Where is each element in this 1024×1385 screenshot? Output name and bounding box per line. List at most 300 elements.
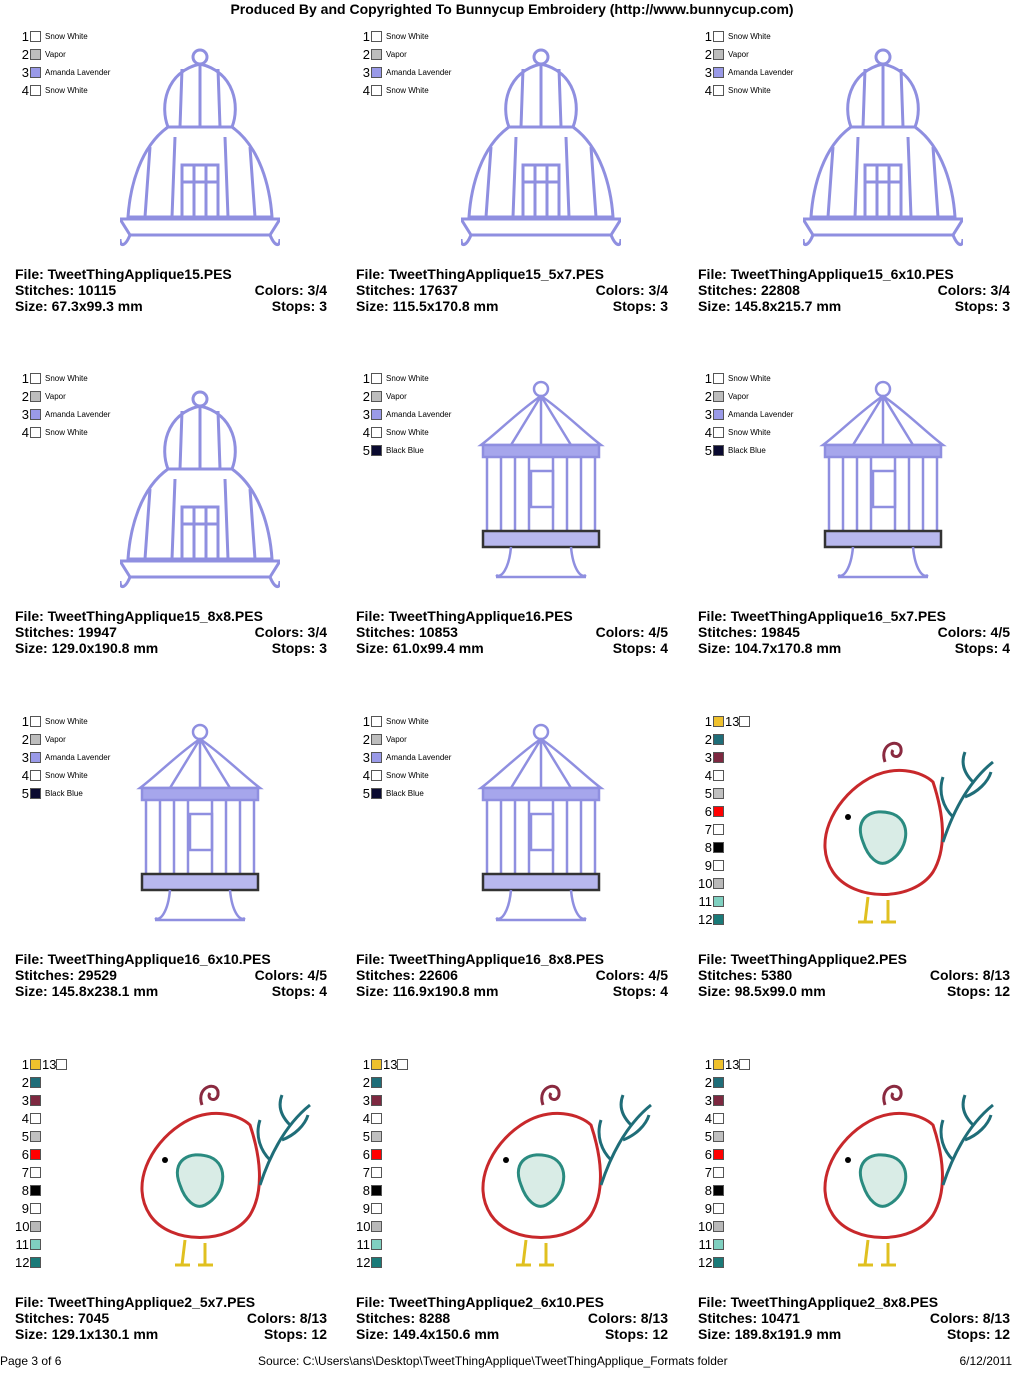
color-swatch-row xyxy=(15,730,110,748)
color-swatch-list xyxy=(356,27,451,99)
color-swatch xyxy=(371,788,382,799)
color-swatch-row xyxy=(356,1199,408,1217)
color-swatch-row xyxy=(698,1055,750,1073)
swatch-number: 3 xyxy=(21,1092,29,1108)
color-swatch-row xyxy=(15,784,110,802)
design-size-value: 149.4x150.6 mm xyxy=(392,1326,500,1342)
stitch-count-value: 10853 xyxy=(419,624,458,640)
design-card xyxy=(698,712,1018,1042)
color-swatch xyxy=(30,1257,41,1268)
color-count-value: 3/4 xyxy=(307,624,327,640)
color-swatch-row xyxy=(698,892,750,910)
color-swatch-row xyxy=(356,1163,408,1181)
stitch-count-value: 29529 xyxy=(78,967,117,983)
color-count xyxy=(255,967,327,983)
swatch-color-name: Snow White xyxy=(45,31,88,41)
color-swatch-row xyxy=(698,856,750,874)
stop-count-label: Stops: xyxy=(946,983,991,999)
color-swatch-row xyxy=(698,784,750,802)
stitch-count xyxy=(356,967,458,983)
color-swatch xyxy=(371,1149,382,1160)
color-swatch-row xyxy=(356,712,451,730)
file-name-label: File: xyxy=(356,608,385,624)
swatch-number: 5 xyxy=(704,1128,712,1144)
color-swatch xyxy=(30,85,41,96)
color-swatch-row xyxy=(698,441,793,459)
file-name xyxy=(356,951,604,967)
design-preview xyxy=(813,379,953,594)
swatch-number: 11 xyxy=(698,1236,712,1252)
color-swatch-row xyxy=(15,1127,67,1145)
design-card xyxy=(15,712,335,1042)
design-card xyxy=(15,27,335,357)
stitch-count-value: 7045 xyxy=(78,1310,110,1326)
color-swatch-row xyxy=(698,1145,750,1163)
design-size-label: Size: xyxy=(698,983,731,999)
color-swatch xyxy=(30,49,41,60)
color-count xyxy=(930,1310,1010,1326)
swatch-number: 2 xyxy=(704,46,712,62)
swatch-number: 9 xyxy=(704,1200,712,1216)
file-name-value: TweetThingApplique15_6x10.PES xyxy=(730,266,954,282)
color-swatch-row xyxy=(356,1217,408,1235)
stop-count xyxy=(947,1326,1010,1342)
color-swatch xyxy=(713,1095,724,1106)
color-swatch-row xyxy=(356,369,451,387)
file-name-value: TweetThingApplique16_8x8.PES xyxy=(388,951,604,967)
color-count-value: 4/5 xyxy=(990,624,1010,640)
stop-count-label: Stops: xyxy=(271,298,316,314)
color-swatch-row xyxy=(698,1073,750,1091)
design-size-label: Size: xyxy=(15,983,48,999)
color-swatch xyxy=(739,716,750,727)
color-swatch-row xyxy=(15,369,110,387)
color-swatch-row xyxy=(698,423,793,441)
design-preview xyxy=(471,722,611,937)
color-count-label: Colors: xyxy=(595,967,645,983)
color-swatch xyxy=(371,770,382,781)
swatch-number: 12 xyxy=(356,1254,371,1270)
color-swatch-row xyxy=(698,766,750,784)
design-card xyxy=(15,1055,335,1385)
color-swatch xyxy=(371,409,382,420)
color-swatch-row xyxy=(698,748,750,766)
color-swatch xyxy=(30,734,41,745)
page-header: Produced By and Copyrighted To Bunnycup Embroidery (http://www.bunnycup.com) xyxy=(230,1,794,17)
design-card xyxy=(356,712,676,1042)
swatch-number: 6 xyxy=(704,803,712,819)
page-number: Page 3 of 6 xyxy=(0,1354,62,1368)
color-swatch xyxy=(371,445,382,456)
file-name xyxy=(15,951,271,967)
swatch-color-name: Snow White xyxy=(728,31,771,41)
file-name-value: TweetThingApplique15_5x7.PES xyxy=(388,266,604,282)
color-swatch-row xyxy=(698,1091,750,1109)
color-count-label: Colors: xyxy=(246,1310,296,1326)
color-swatch xyxy=(371,1131,382,1142)
color-swatch xyxy=(713,445,724,456)
stitch-count xyxy=(698,624,800,640)
file-name xyxy=(15,1294,255,1310)
color-swatch xyxy=(30,1239,41,1250)
color-swatch xyxy=(30,1149,41,1160)
swatch-color-name: Snow White xyxy=(386,716,429,726)
design-size-label: Size: xyxy=(698,640,731,656)
color-swatch-row xyxy=(356,81,451,99)
color-swatch-row xyxy=(698,910,750,928)
color-swatch-row xyxy=(356,1127,408,1145)
stitch-count-value: 19845 xyxy=(761,624,800,640)
print-date: 6/12/2011 xyxy=(959,1354,1012,1368)
swatch-number: 11 xyxy=(356,1236,370,1252)
color-swatch xyxy=(371,1185,382,1196)
file-name-value: TweetThingApplique16_5x7.PES xyxy=(730,608,946,624)
design-size xyxy=(15,983,158,999)
color-swatch xyxy=(371,1221,382,1232)
swatch-number: 9 xyxy=(21,1200,29,1216)
color-swatch-row xyxy=(698,1217,750,1235)
stop-count-value: 4 xyxy=(660,983,668,999)
stop-count-value: 4 xyxy=(319,983,327,999)
design-info xyxy=(15,1294,327,1342)
swatch-number: 8 xyxy=(21,1182,29,1198)
swatch-color-name: Snow White xyxy=(386,427,429,437)
swatch-number: 1 xyxy=(21,1056,29,1072)
design-card xyxy=(698,369,1018,699)
swatch-number: 4 xyxy=(362,767,370,783)
swatch-number: 3 xyxy=(362,406,370,422)
design-info xyxy=(356,1294,668,1342)
color-swatch xyxy=(713,1077,724,1088)
color-count xyxy=(588,1310,668,1326)
color-swatch xyxy=(371,1239,382,1250)
stop-count xyxy=(272,640,327,656)
color-swatch xyxy=(713,770,724,781)
file-name xyxy=(15,608,263,624)
design-size xyxy=(698,298,841,314)
color-swatch xyxy=(713,1239,724,1250)
design-size-value: 145.8x215.7 mm xyxy=(734,298,842,314)
stop-count-value: 3 xyxy=(660,298,668,314)
swatch-color-name: Snow White xyxy=(45,373,88,383)
color-count xyxy=(255,282,327,298)
swatch-extra-number: 13 xyxy=(383,1056,398,1072)
swatch-number: 2 xyxy=(362,46,370,62)
color-count-value: 3/4 xyxy=(648,282,668,298)
stop-count-value: 3 xyxy=(319,298,327,314)
design-info xyxy=(15,951,327,999)
stop-count xyxy=(955,298,1010,314)
stop-count-value: 4 xyxy=(660,640,668,656)
design-size-label: Size: xyxy=(15,298,48,314)
color-swatch xyxy=(30,391,41,402)
color-count-label: Colors: xyxy=(929,967,979,983)
color-swatch-row xyxy=(698,1163,750,1181)
stop-count xyxy=(272,983,327,999)
color-swatch xyxy=(30,1059,41,1070)
color-swatch xyxy=(371,734,382,745)
color-swatch-row xyxy=(356,1109,408,1127)
color-count-label: Colors: xyxy=(254,282,304,298)
design-size-value: 104.7x170.8 mm xyxy=(734,640,842,656)
swatch-number: 4 xyxy=(21,424,29,440)
color-swatch xyxy=(371,373,382,384)
swatch-number: 2 xyxy=(21,1074,29,1090)
color-swatch-row xyxy=(698,712,750,730)
swatch-number: 12 xyxy=(698,1254,713,1270)
swatch-extra-number: 13 xyxy=(725,713,740,729)
swatch-number: 5 xyxy=(21,785,29,801)
color-swatch-list xyxy=(698,1055,750,1271)
file-name xyxy=(698,951,907,967)
color-swatch xyxy=(30,1131,41,1142)
color-swatch-row xyxy=(15,423,110,441)
color-swatch-row xyxy=(15,1253,67,1271)
color-swatch xyxy=(739,1059,750,1070)
swatch-number: 3 xyxy=(704,64,712,80)
design-info xyxy=(15,266,327,314)
color-swatch-row xyxy=(698,369,793,387)
color-count-value: 4/5 xyxy=(648,624,668,640)
color-swatch xyxy=(30,1221,41,1232)
color-swatch-row xyxy=(356,784,451,802)
swatch-number: 3 xyxy=(704,1092,712,1108)
swatch-number: 4 xyxy=(362,424,370,440)
color-count xyxy=(596,624,668,640)
color-swatch-row xyxy=(15,63,110,81)
color-swatch-row xyxy=(698,27,793,45)
swatch-number: 1 xyxy=(21,28,29,44)
swatch-number: 5 xyxy=(704,785,712,801)
design-size xyxy=(15,1326,158,1342)
color-swatch-list xyxy=(698,712,750,928)
color-swatch-row xyxy=(15,1163,67,1181)
swatch-number: 1 xyxy=(704,28,712,44)
color-swatch xyxy=(713,409,724,420)
swatch-number: 2 xyxy=(704,388,712,404)
design-size-value: 116.9x190.8 mm xyxy=(392,983,499,999)
swatch-number: 7 xyxy=(21,1164,29,1180)
color-swatch xyxy=(713,788,724,799)
stop-count-value: 4 xyxy=(1002,640,1010,656)
file-name-value: TweetThingApplique2_8x8.PES xyxy=(730,1294,939,1310)
swatch-color-name: Vapor xyxy=(45,49,66,59)
stop-count-label: Stops: xyxy=(612,640,657,656)
color-swatch xyxy=(30,716,41,727)
design-size-value: 67.3x99.3 mm xyxy=(51,298,143,314)
design-card xyxy=(698,27,1018,357)
swatch-color-name: Black Blue xyxy=(386,445,424,455)
swatch-number: 11 xyxy=(15,1236,29,1252)
design-preview xyxy=(803,47,963,252)
stop-count xyxy=(264,1326,327,1342)
color-swatch-row xyxy=(698,730,750,748)
swatch-color-name: Snow White xyxy=(728,373,771,383)
color-swatch xyxy=(30,1185,41,1196)
swatch-number: 3 xyxy=(704,406,712,422)
color-swatch-row xyxy=(15,45,110,63)
swatch-number: 3 xyxy=(704,749,712,765)
stitch-count-value: 22808 xyxy=(761,282,800,298)
swatch-number: 4 xyxy=(704,767,712,783)
color-count-label: Colors: xyxy=(929,1310,979,1326)
color-count xyxy=(596,282,668,298)
stop-count-label: Stops: xyxy=(954,640,999,656)
color-swatch-list xyxy=(698,27,793,99)
design-info xyxy=(356,608,668,656)
stop-count-value: 12 xyxy=(311,1326,327,1342)
swatch-color-name: Vapor xyxy=(45,734,66,744)
design-info xyxy=(15,608,327,656)
color-swatch-row xyxy=(356,730,451,748)
color-swatch-row xyxy=(698,1181,750,1199)
color-swatch-row xyxy=(15,387,110,405)
color-swatch xyxy=(371,85,382,96)
file-name-label: File: xyxy=(698,951,727,967)
color-swatch-row xyxy=(356,1073,408,1091)
swatch-color-name: Black Blue xyxy=(45,788,83,798)
swatch-color-name: Amanda Lavender xyxy=(45,752,111,762)
design-preview xyxy=(461,47,621,252)
stitch-count xyxy=(15,282,116,298)
file-name-label: File: xyxy=(698,266,727,282)
color-swatch xyxy=(713,1149,724,1160)
swatch-extra-number: 13 xyxy=(42,1056,57,1072)
file-name-value: TweetThingApplique2_5x7.PES xyxy=(47,1294,256,1310)
design-size-value: 115.5x170.8 mm xyxy=(392,298,499,314)
stitch-count-value: 8288 xyxy=(419,1310,451,1326)
design-preview xyxy=(471,379,611,594)
design-size-label: Size: xyxy=(356,983,389,999)
file-name-value: TweetThingApplique2.PES xyxy=(730,951,907,967)
color-swatch xyxy=(713,1203,724,1214)
color-swatch xyxy=(713,1257,724,1268)
color-swatch-list xyxy=(15,369,110,441)
color-swatch-list xyxy=(356,712,451,802)
color-swatch-row xyxy=(15,1235,67,1253)
color-swatch-row xyxy=(698,1199,750,1217)
color-swatch xyxy=(713,373,724,384)
color-count xyxy=(938,282,1010,298)
swatch-number: 6 xyxy=(704,1146,712,1162)
swatch-number: 3 xyxy=(21,64,29,80)
swatch-color-name: Snow White xyxy=(728,427,771,437)
color-swatch xyxy=(713,842,724,853)
swatch-number: 2 xyxy=(21,388,29,404)
swatch-number: 3 xyxy=(21,749,29,765)
color-swatch xyxy=(30,1113,41,1124)
swatch-color-name: Amanda Lavender xyxy=(386,67,452,77)
file-name-label: File: xyxy=(356,266,385,282)
color-count-value: 3/4 xyxy=(307,282,327,298)
swatch-number: 11 xyxy=(698,893,712,909)
design-size xyxy=(15,640,158,656)
swatch-number: 3 xyxy=(362,64,370,80)
file-name xyxy=(698,266,954,282)
design-preview xyxy=(120,389,280,594)
color-swatch xyxy=(30,788,41,799)
swatch-number: 2 xyxy=(362,1074,370,1090)
file-name-value: TweetThingApplique15_8x8.PES xyxy=(47,608,263,624)
stop-count xyxy=(947,983,1010,999)
design-preview xyxy=(793,722,1003,937)
color-swatch xyxy=(371,1059,382,1070)
color-count-value: 3/4 xyxy=(990,282,1010,298)
file-name xyxy=(698,1294,938,1310)
color-swatch xyxy=(713,716,724,727)
color-swatch-row xyxy=(15,27,110,45)
swatch-color-name: Snow White xyxy=(386,31,429,41)
color-count-value: 8/13 xyxy=(299,1310,327,1326)
color-swatch-row xyxy=(15,405,110,423)
stop-count-label: Stops: xyxy=(612,298,657,314)
design-card xyxy=(356,369,676,699)
stop-count-label: Stops: xyxy=(263,1326,308,1342)
swatch-color-name: Vapor xyxy=(45,391,66,401)
file-name-label: File: xyxy=(356,951,385,967)
color-count xyxy=(596,967,668,983)
color-swatch xyxy=(371,31,382,42)
color-swatch-row xyxy=(356,387,451,405)
color-swatch xyxy=(713,860,724,871)
color-count xyxy=(938,624,1010,640)
design-size-label: Size: xyxy=(15,1326,48,1342)
color-swatch xyxy=(371,1113,382,1124)
color-swatch-row xyxy=(15,766,110,784)
design-size-value: 129.0x190.8 mm xyxy=(51,640,159,656)
color-count-label: Colors: xyxy=(937,624,987,640)
color-swatch xyxy=(371,1203,382,1214)
color-swatch-list xyxy=(356,1055,408,1271)
swatch-number: 2 xyxy=(21,731,29,747)
file-name-label: File: xyxy=(698,608,727,624)
design-card xyxy=(698,1055,1018,1385)
swatch-number: 4 xyxy=(21,82,29,98)
swatch-number: 5 xyxy=(362,785,370,801)
color-swatch-row xyxy=(356,748,451,766)
design-size-label: Size: xyxy=(698,1326,731,1342)
color-swatch xyxy=(30,409,41,420)
stitch-count-value: 10115 xyxy=(78,282,117,298)
color-swatch-row xyxy=(698,820,750,838)
color-swatch-row xyxy=(698,1253,750,1271)
color-swatch-row xyxy=(356,1091,408,1109)
color-swatch xyxy=(56,1059,67,1070)
design-info xyxy=(698,608,1010,656)
color-swatch-row xyxy=(15,1145,67,1163)
color-swatch-row xyxy=(356,45,451,63)
color-swatch xyxy=(371,1077,382,1088)
stop-count-value: 12 xyxy=(652,1326,668,1342)
color-swatch-row xyxy=(698,1235,750,1253)
stitch-count-label: Stitches: xyxy=(15,282,75,298)
swatch-number: 4 xyxy=(704,1110,712,1126)
swatch-number: 7 xyxy=(704,821,712,837)
swatch-number: 1 xyxy=(362,28,370,44)
file-name xyxy=(356,608,573,624)
color-swatch-row xyxy=(698,405,793,423)
color-count-label: Colors: xyxy=(254,624,304,640)
color-swatch xyxy=(371,49,382,60)
color-swatch xyxy=(713,1221,724,1232)
stitch-count xyxy=(698,282,800,298)
color-swatch xyxy=(713,31,724,42)
color-swatch xyxy=(30,1077,41,1088)
file-name-label: File: xyxy=(15,608,44,624)
stitch-count xyxy=(15,1310,109,1326)
color-count-label: Colors: xyxy=(595,624,645,640)
stop-count xyxy=(272,298,327,314)
